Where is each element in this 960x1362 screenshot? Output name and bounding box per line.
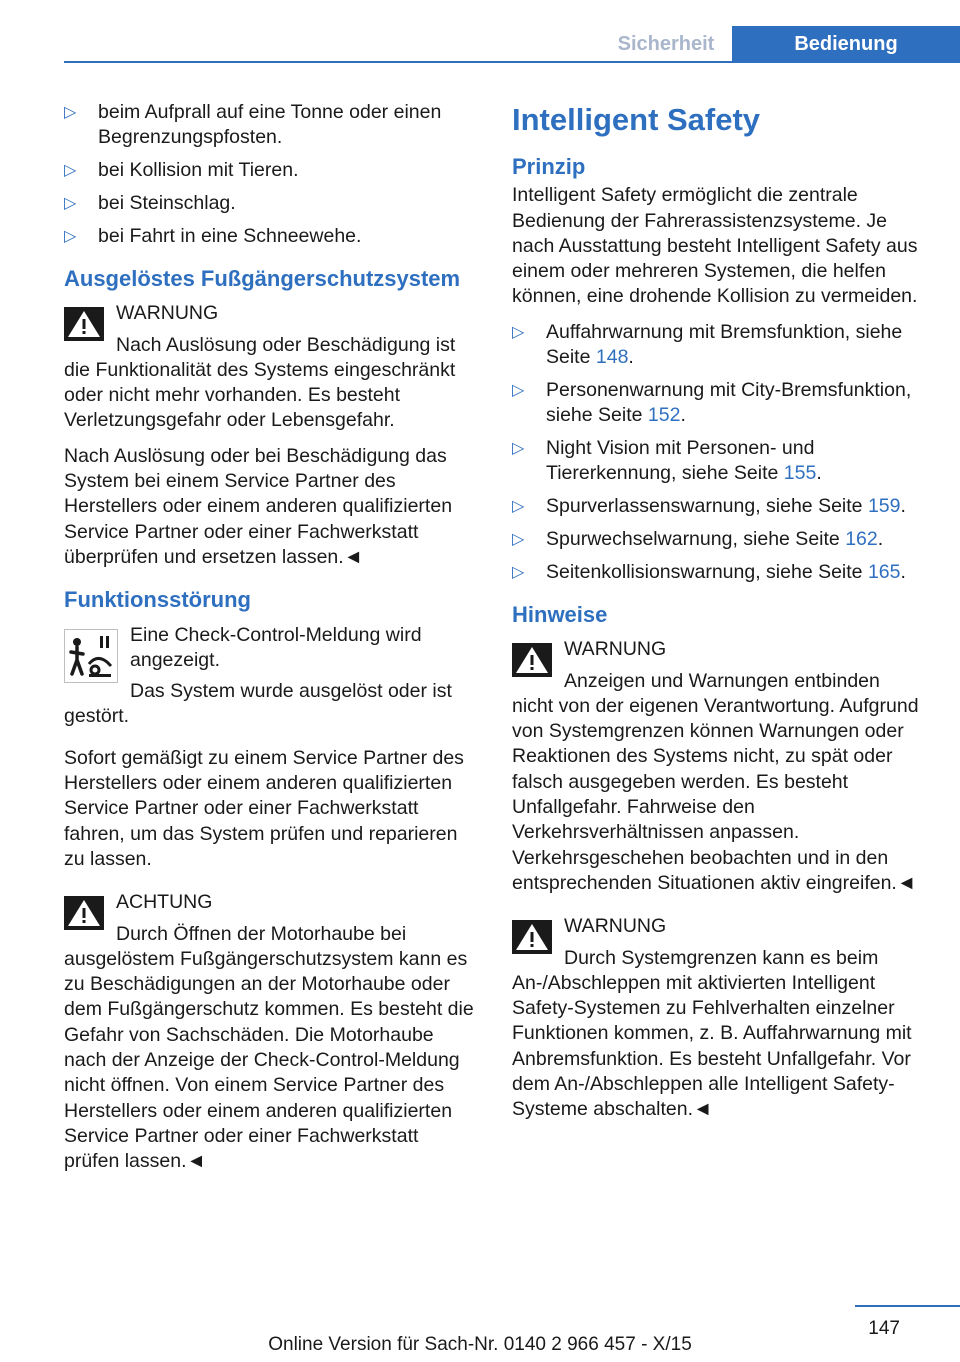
- footer-rule: [855, 1305, 960, 1307]
- warning-caption: WARNUNG: [564, 638, 667, 661]
- check-control-text-2: Das System wurde ausgelöst oder ist gestört.: [64, 680, 452, 728]
- tab-bedienung[interactable]: Bedienung: [732, 26, 960, 62]
- collision-list: [64, 100, 476, 249]
- list-item: ▷ Spurwechselwarnung, siehe Seite 162.: [512, 527, 926, 552]
- list-item: ▷ bei Kollision mit Tieren.: [64, 158, 476, 183]
- warning-block: [512, 914, 926, 1122]
- warning-triangle-icon: [64, 307, 104, 341]
- warning-triangle-icon: [512, 920, 552, 954]
- system-list: [512, 320, 926, 585]
- section-title-triggered: Ausgelöstes Fußgängerschutzsystem: [64, 265, 461, 291]
- triangle-right-icon: ▷: [512, 530, 525, 548]
- pedestrian-protection-icon: [64, 629, 118, 683]
- check-control-block: [64, 623, 476, 736]
- page-link[interactable]: 159: [867, 495, 901, 518]
- list-item: ▷ bei Steinschlag.: [64, 191, 476, 216]
- triangle-right-icon: ▷: [64, 194, 77, 212]
- footer-text: Online Version für Sach-Nr. 0140 2 966 457 - X/15: [268, 1334, 692, 1355]
- right-column: [512, 100, 926, 1133]
- warning-caption: WARNUNG: [564, 915, 667, 938]
- page-link[interactable]: 155: [783, 462, 817, 485]
- page-link[interactable]: 162: [845, 527, 878, 550]
- triangle-right-icon: ▷: [64, 162, 77, 180]
- warning-block: [64, 301, 476, 433]
- warning-triangle-icon: [512, 643, 552, 677]
- header-rule: [64, 61, 960, 63]
- list-item: ▷ beim Aufprall auf eine Tonne oder einen Begrenzungspfosten.: [64, 101, 442, 149]
- triangle-right-icon: ▷: [64, 227, 77, 245]
- tab-sicherheit[interactable]: Sicherheit: [617, 32, 715, 55]
- body-text: Nach Auslösung oder bei Beschädigung das System bei einem Service Partner des Herstellers oder einem anderen qualifizierten Service Partner oder einer Fachwerkstatt überprüfen und ersetzen lassen.◄: [64, 444, 453, 568]
- triangle-right-icon: ▷: [512, 323, 525, 341]
- list-item: ▷ bei Fahrt in eine Schneewehe.: [64, 224, 476, 249]
- warning-text: Durch Systemgrenzen kann es beim An-/Abschleppen mit aktivierten Intelligent Safety-Systemen zu Fehlverhalten einzelner Funktionen kommen, z. B. Auffahrwarnung mit Anbremsfunktion. Es besteht Unfallgefahr. Vor dem An-/Abschleppen alle Intelligent Safety-Systeme abschalten.◄: [512, 946, 912, 1121]
- body-text: Intelligent Safety ermöglicht die zentrale Bedienung der Fahrerassistenzsysteme. Je nach Ausstattung besteht Intelligent Safety aus einem oder mehreren Systemen, die helfen können, eine drohende Kollision zu vermeiden.: [512, 184, 918, 308]
- list-item: ▷ Night Vision mit Personen- und Tiererkennung, siehe Seite 155.: [512, 436, 822, 485]
- body-text: Sofort gemäßigt zu einem Service Partner des Herstellers oder einem anderen qualifizierten Service Partner oder einer Fachwerkstatt fahren, um das System prüfen und reparieren zu lassen.: [64, 746, 464, 870]
- list-item: ▷ Auffahrwarnung mit Bremsfunktion, siehe Seite 148.: [512, 320, 903, 369]
- page-number: 147: [868, 1318, 900, 1339]
- triangle-right-icon: ▷: [512, 498, 525, 516]
- list-item: ▷ Seitenkollisionswarnung, siehe Seite 165.: [512, 560, 926, 585]
- warning-caption: WARNUNG: [116, 302, 219, 325]
- list-item: ▷ Personenwarnung mit City-Bremsfunktion, siehe Seite 152.: [512, 378, 912, 427]
- caution-caption: ACHTUNG: [116, 891, 213, 914]
- section-title-principle: Prinzip: [512, 154, 586, 179]
- triangle-right-icon: ▷: [512, 439, 525, 457]
- list-item: ▷ Spurverlassenswarnung, siehe Seite 159.: [512, 494, 926, 519]
- left-column: [64, 100, 476, 1184]
- check-control-text: Eine Check-Control-Meldung wird angezeigt.: [130, 623, 422, 671]
- warning-triangle-icon: [64, 896, 104, 930]
- section-title-hints: Hinweise: [512, 601, 608, 627]
- triangle-right-icon: ▷: [64, 104, 77, 121]
- triangle-right-icon: ▷: [512, 563, 525, 581]
- caution-text: Durch Öffnen der Motorhaube bei ausgelöstem Fußgängerschutzsystem kann es zu Beschädigungen an der Motorhaube oder dem Fußgängerschutz kommen. Es besteht die Gefahr von Sachschäden. Die Motorhaube nach der Anzeige der Check-Control-Meldung nicht öffnen. Von einem Service Partner des Herstellers oder einem anderen qualifizierten Service Partner oder einer Fachwerkstatt prüfen lassen.◄: [64, 922, 474, 1173]
- page-link[interactable]: 148: [595, 346, 629, 369]
- page-link[interactable]: 165: [867, 560, 901, 583]
- warning-text: Anzeigen und Warnungen entbinden nicht von der eigenen Verantwortung. Aufgrund von Systemgrenzen können Warnungen oder Reaktionen des Systems nicht, zu spät oder falsch ausgegeben werden. Es besteht Unfallgefahr. Fahrweise den Verkehrsverhältnissen anpassen. Verkehrsgeschehen beobachten und in den entsprechenden Situationen aktiv eingreifen.◄: [512, 669, 919, 894]
- section-title-malfunction: Funktionsstörung: [64, 587, 251, 613]
- warning-block: [512, 637, 926, 896]
- warning-text: Nach Auslösung oder Beschädigung ist die Funktionalität des Systems eingeschränkt oder nicht mehr vorhanden. Es besteht Verletzungsgefahr oder Lebensgefahr.: [64, 333, 456, 432]
- page-link[interactable]: 152: [647, 404, 681, 427]
- chapter-title: Intelligent Safety: [512, 102, 761, 137]
- caution-block: [64, 890, 476, 1174]
- header-tabs: [600, 26, 960, 62]
- triangle-right-icon: ▷: [512, 381, 525, 399]
